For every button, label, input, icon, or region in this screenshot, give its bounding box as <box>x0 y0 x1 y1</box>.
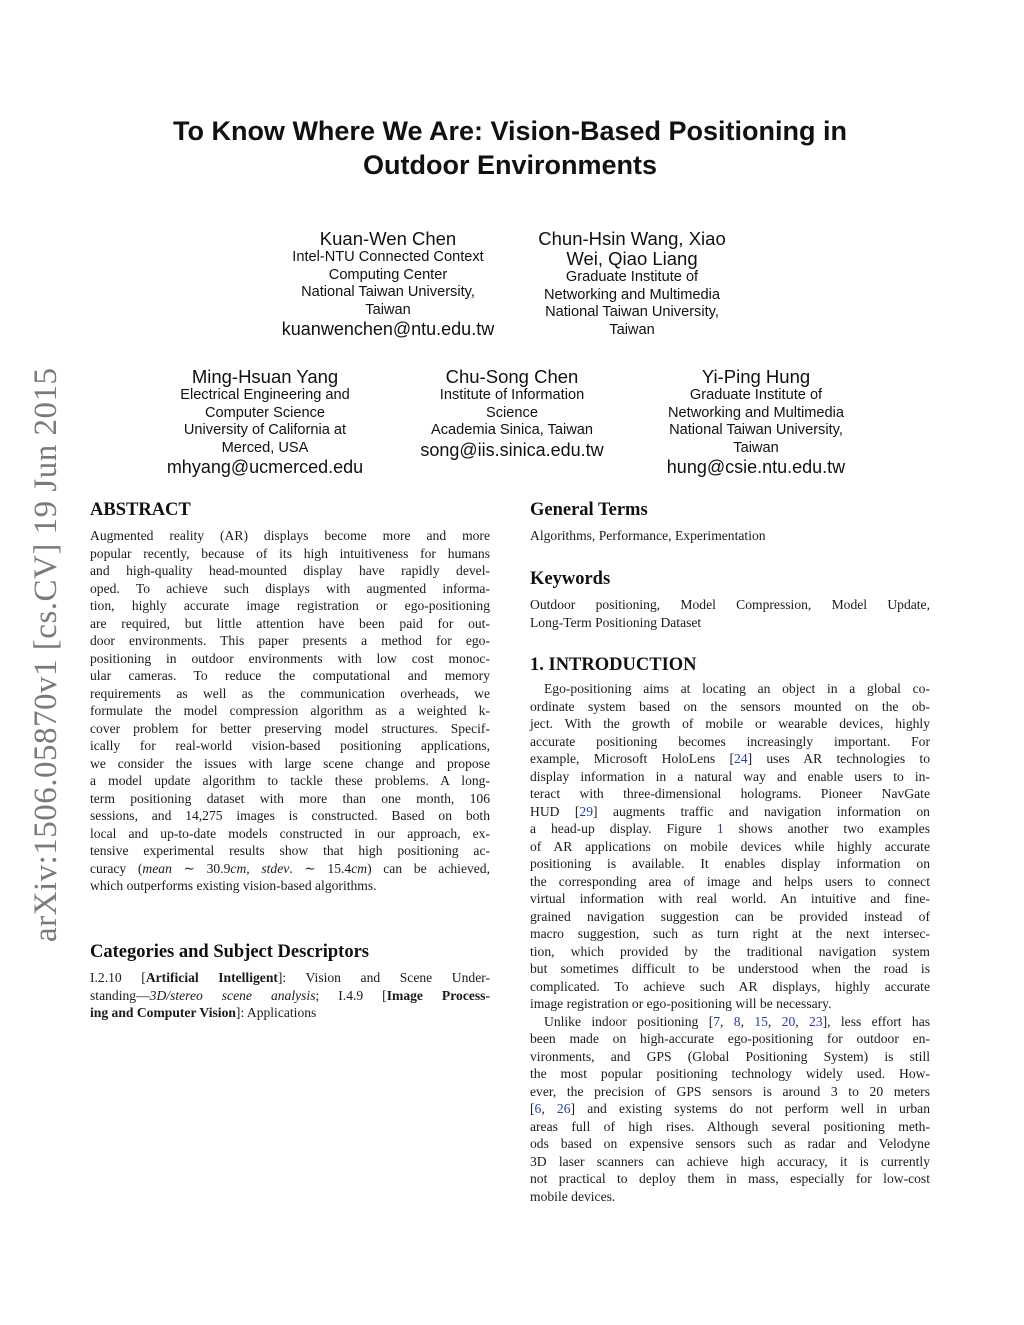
author-name: Chu-Song Chen <box>445 366 579 387</box>
figure-link[interactable]: 1 <box>716 821 724 836</box>
citation-link[interactable]: 29 <box>579 803 594 819</box>
text-run: standing— <box>90 987 150 1003</box>
author-email: hung@csie.ntu.edu.tw <box>666 457 846 478</box>
text-run: shows another two examples <box>723 821 930 836</box>
author-affiliation-line: University of California at <box>183 422 347 439</box>
text-run: HUD [ <box>530 803 580 819</box>
author-affiliation-line: Institute of Information <box>439 387 585 403</box>
author-block-2 <box>512 229 752 339</box>
introduction-heading: 1. INTRODUCTION <box>530 655 697 675</box>
author-affiliation-line: Intel-NTU Connected Context <box>292 249 484 265</box>
paper-title <box>90 114 930 182</box>
text-run: I.2.10 [ <box>90 970 146 985</box>
general-terms-heading: General Terms <box>530 500 648 520</box>
author-block-3 <box>145 367 385 477</box>
author-name: Kuan-Wen Chen <box>319 228 457 249</box>
text-run: . ∼ 15.4 <box>289 860 352 876</box>
text-run: ; I.4.9 [ <box>315 987 387 1003</box>
abstract-line: door environments. This paper presents a method for ego- <box>90 633 490 648</box>
text-run: a head-up display. Figure <box>530 821 717 836</box>
abstract-line: we consider the issues with large scene change and propose <box>90 755 490 771</box>
introduction-body <box>530 680 930 1205</box>
text-run: curacy ( <box>90 860 143 876</box>
author-affiliation-line: National Taiwan University, <box>301 284 475 301</box>
intro-line: areas full of high rises. Although several positioning meth- <box>530 1118 930 1134</box>
intro-line: [6, 26] and existing systems do not perform well in urban <box>530 1101 930 1116</box>
math-unit: cm <box>351 860 368 876</box>
categories-body <box>90 969 490 1022</box>
abstract-line-accuracy <box>90 860 490 878</box>
intro-line: ordinate system based on the sensors mounted on the ob- <box>530 698 930 714</box>
general-terms-body <box>530 527 930 545</box>
categories-heading: Categories and Subject Descriptors <box>90 942 369 962</box>
author-name: Ming-Hsuan Yang <box>191 366 339 387</box>
citation-link[interactable]: 26 <box>556 1101 571 1116</box>
abstract-line: local and up-to-date models constructed in our approach, ex- <box>90 825 490 841</box>
intro-line: display information in a natural way and enable users to in- <box>530 768 930 784</box>
abstract-line: cover problem for better preserving model structures. Specif- <box>90 720 490 736</box>
author-affiliation-line: Electrical Engineering and <box>180 387 350 403</box>
text-run: Unlike indoor positioning [ <box>544 1013 714 1029</box>
keywords-line: Long-Term Positioning Dataset <box>530 614 702 630</box>
intro-line: the most popular positioning technology widely used. How- <box>530 1066 930 1081</box>
intro-line: 3D laser scanners can achieve high accuracy, it is currently <box>530 1153 930 1169</box>
intro-line: of AR applications on mobile devices while highly accurate <box>530 838 930 854</box>
text-run: ) can be achieved, <box>367 860 490 876</box>
title-line-1: To Know Where We Are: Vision-Based Positioning in <box>172 116 848 146</box>
author-affiliation-line: National Taiwan University, <box>669 422 843 439</box>
intro-line: teract with three-dimensional holograms. Pioneer NavGate <box>530 786 930 801</box>
text-run: ] uses AR technologies to <box>747 751 931 766</box>
text-run: ing and Computer Vision <box>90 1005 236 1020</box>
author-affiliation-line: National Taiwan University, <box>545 304 719 321</box>
abstract-line: tensive experimental results show that high positioning ac- <box>90 843 490 858</box>
intro-line: mobile devices. <box>530 1188 616 1204</box>
arxiv-identifier: arXiv:1506.05870v1 [cs.CV] 19 Jun 2015 <box>28 367 64 942</box>
abstract-line: requirements as well as the communication overheads, we <box>90 685 490 701</box>
intro-line: complicated. To achieve such AR displays, highly accurate <box>530 978 930 994</box>
citation-link[interactable]: 24 <box>734 751 748 766</box>
text-run: 3D/stereo scene analysis <box>149 987 316 1003</box>
intro-line <box>530 803 930 821</box>
author-affiliation-line: Computing Center <box>328 266 448 283</box>
abstract-line: which outperforms existing vision-based algorithms. <box>90 878 377 893</box>
author-email: kuanwenchen@ntu.edu.tw <box>281 319 495 340</box>
intro-line: macro suggestion, such as turn right at the next intersec- <box>530 926 930 941</box>
abstract-line: tion, highly accurate image registration or ego-positioning <box>90 598 490 613</box>
abstract-line: are required, but little attention have been paid for out- <box>90 615 490 631</box>
intro-line: Ego-positioning aims at locating an object in a global co- <box>544 681 930 696</box>
author-affiliation-line: Taiwan <box>365 301 411 318</box>
general-terms-line: Algorithms, Performance, Experimentation <box>530 528 766 543</box>
abstract-line: and high-quality head-mounted display have rapidly devel- <box>90 563 490 578</box>
intro-line: been made on high-accurate ego-positioning for outdoor en- <box>530 1031 930 1046</box>
citation-link[interactable]: 6 <box>534 1101 542 1116</box>
text-run: ] and existing systems do not perform well in urban <box>570 1101 930 1116</box>
abstract-heading: ABSTRACT <box>90 500 191 520</box>
intro-line: not practical to deploy them in mass, especially for low-cost <box>530 1171 930 1186</box>
intro-line <box>530 750 930 768</box>
text-run: Image Process- <box>386 987 490 1003</box>
author-email: song@iis.sinica.edu.tw <box>420 439 604 460</box>
author-affiliation-line: Networking and Multimedia <box>667 404 845 421</box>
math-unit: cm <box>230 860 247 876</box>
abstract-line: formulate the model compression algorithm as a weighted k- <box>90 703 490 718</box>
keywords-heading: Keywords <box>530 569 611 589</box>
author-affiliation-line: Graduate Institute of <box>565 269 699 285</box>
math-stdev: stdev <box>261 860 290 876</box>
author-affiliation-line: Computer Science <box>204 404 326 421</box>
abstract-line: oped. To achieve such displays with augmented informa- <box>90 580 490 596</box>
abstract-line: sessions, and 14,275 images is constructed. Based on both <box>90 808 490 823</box>
intro-line: tion, which provided by the traditional navigation system <box>530 943 930 959</box>
intro-line: image registration or ego-positioning will be necessary. <box>530 996 832 1011</box>
text-run: example, Microsoft HoloLens [ <box>530 751 734 766</box>
math-mean: mean <box>142 860 172 876</box>
citation-link[interactable]: 20 <box>781 1013 796 1029</box>
abstract-line: ular cameras. To reduce the computational and memory <box>90 668 490 683</box>
citation-link[interactable]: 7 <box>713 1013 721 1029</box>
intro-line: positioning is available. It enables display information on <box>530 856 930 871</box>
abstract-line: a model update algorithm to tackle these problems. A long- <box>90 773 490 788</box>
abstract-body <box>90 527 490 895</box>
author-affiliation-line: Merced, USA <box>221 439 309 456</box>
author-affiliation-line: Graduate Institute of <box>689 387 823 403</box>
intro-line: but sometimes difficult to be understood when the road is <box>530 961 930 976</box>
author-affiliation-line: Science <box>486 404 538 421</box>
author-affiliation-line: Academia Sinica, Taiwan <box>431 422 593 439</box>
author-block-1 <box>262 229 514 339</box>
intro-line <box>530 820 930 838</box>
title-line-2: Outdoor Environments <box>362 150 657 180</box>
intro-line: Unlike indoor positioning [7, 8, 15, 20, 23], less effort has <box>544 1013 931 1029</box>
author-email: mhyang@ucmerced.edu <box>166 457 364 478</box>
text-run: ]: Vision and Scene Under- <box>277 970 491 985</box>
abstract-line: popular recently, because of its high intuitiveness for humans <box>90 545 490 561</box>
keywords-body <box>530 596 930 631</box>
intro-line: ever, the precision of GPS sensors is around 3 to 20 meters <box>530 1083 930 1099</box>
abstract-line: ically for real-world vision-based positioning applications, <box>90 738 490 753</box>
categories-line <box>90 1004 490 1022</box>
text-run: ] augments traffic and navigation information on <box>593 803 930 819</box>
categories-line <box>90 987 490 1005</box>
intro-line: ods based on expensive sensors such as radar and Velodyne <box>530 1136 930 1151</box>
author-block-5 <box>636 367 876 477</box>
text-run: ]: Applications <box>235 1005 317 1020</box>
text-run: , <box>246 860 262 876</box>
author-name: Wei, Qiao Liang <box>566 248 698 269</box>
intro-line: the corresponding area of image and helps users to connect <box>530 873 930 889</box>
citation-link[interactable]: 8 <box>733 1013 741 1029</box>
author-affiliation-line: Taiwan <box>733 439 779 456</box>
intro-line: ject. With the growth of mobile or wearable devices, highly <box>530 716 930 731</box>
text-run: Artificial Intelligent <box>145 970 278 985</box>
author-affiliation-line: Networking and Multimedia <box>543 286 721 303</box>
text-run: ∼ 30.9 <box>171 860 231 876</box>
intro-line: accurate positioning becomes increasingly important. For <box>530 733 930 749</box>
author-name: Chun-Hsin Wang, Xiao <box>538 228 726 249</box>
author-affiliation-line: Taiwan <box>609 321 655 338</box>
text-run: ], less effort has <box>822 1013 931 1029</box>
author-block-4 <box>396 367 628 460</box>
keywords-line: Outdoor positioning, Model Compression, Model Update, <box>530 597 930 612</box>
intro-line: vironments, and GPS (Global Positioning System) is still <box>530 1048 930 1064</box>
abstract-line: term positioning dataset with more than one month, 106 <box>90 790 490 806</box>
intro-line: virtual information with real world. An intuitive and fine- <box>530 891 930 906</box>
citation-link[interactable]: 23 <box>809 1013 823 1029</box>
categories-line <box>90 969 490 987</box>
intro-line: grained navigation suggestion can be provided instead of <box>530 908 930 924</box>
citation-link[interactable]: 15 <box>754 1013 768 1029</box>
author-name: Yi-Ping Hung <box>701 366 811 387</box>
abstract-line: positioning in outdoor environments with low cost monoc- <box>90 650 490 666</box>
abstract-line: Augmented reality (AR) displays become more and more <box>90 528 490 543</box>
